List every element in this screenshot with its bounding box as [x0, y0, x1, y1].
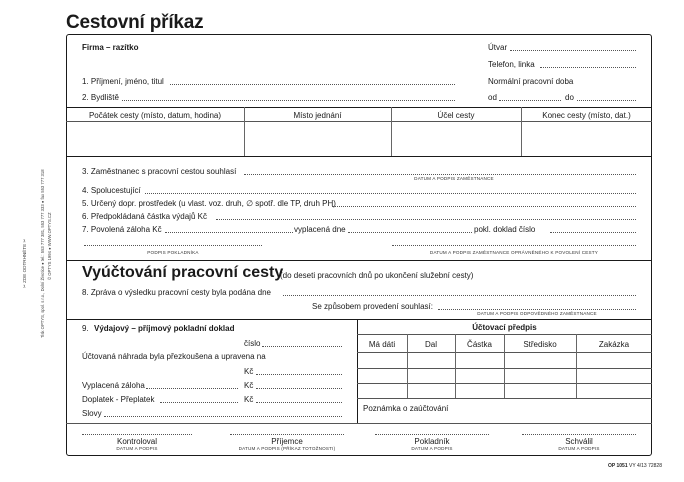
zpusob-caption: DATUM A PODPIS ODPOVĚDNÉHO ZAMĚSTNANCE	[477, 311, 597, 316]
kc-label-2: Kč	[244, 381, 254, 390]
predpis-title: Účtovací předpis	[472, 323, 537, 332]
pokladnik-sign-field-2[interactable]	[375, 434, 489, 435]
line8-field[interactable]	[283, 295, 636, 296]
schvalil-label: Schválil	[565, 437, 593, 446]
predpis-col-header: Má dáti	[368, 340, 396, 349]
opravneny-caption: DATUM A PODPIS ZAMĚSTNANCE OPRÁVNĚNÉHO K POVOLENÍ CESTY	[429, 250, 599, 255]
vyplacena-zaloha-label: Vyplacená záloha	[82, 381, 145, 390]
trip-table-top	[66, 107, 652, 108]
do-label: do	[565, 93, 574, 102]
signatures-divider	[66, 423, 652, 424]
predpis-col-header: Částka	[467, 340, 492, 349]
predpis-col-header: Středisko	[523, 340, 557, 349]
line3-signature-caption: DATUM A PODPIS ZAMĚSTNANCE	[414, 176, 494, 181]
doplatek-field[interactable]	[160, 402, 238, 403]
zpusob-field[interactable]	[438, 309, 636, 310]
pokladnik-label: Pokladník	[414, 437, 450, 446]
trip-col-header: Účel cesty	[437, 111, 475, 120]
vyuctovani-divider	[66, 260, 652, 261]
kc-label-1: Kč	[244, 367, 254, 376]
doklad-title: Výdajový – příjmový pokladní doklad	[94, 324, 235, 333]
nahrada-field[interactable]	[256, 374, 342, 375]
vyplacena-label: vyplacená dne	[294, 225, 346, 234]
trip-col-header: Počátek cesty (místo, datum, hodina)	[88, 111, 222, 120]
line4-label: 4. Spolucestující	[82, 186, 141, 195]
kc-label-3: Kč	[244, 395, 254, 404]
side-strip	[16, 140, 52, 340]
poznamka-label: Poznámka o zaúčtování	[363, 404, 449, 413]
kontroloval-caption: DATUM A PODPIS	[116, 446, 158, 451]
pokladnik-caption-2: DATUM A PODPIS	[411, 446, 453, 451]
vyuctovani-subtitle: (do deseti pracovních dnů po ukončení služební cesty)	[280, 271, 474, 280]
od-label: od	[488, 93, 497, 102]
prac-doba-label: Normální pracovní doba	[488, 77, 574, 86]
line5-field[interactable]	[332, 206, 636, 207]
trip-table-bottom	[66, 156, 652, 157]
vyuctovani-title: Vyúčtování pracovní cesty	[82, 264, 284, 281]
prijemce-sign-field[interactable]	[230, 434, 344, 435]
zaloha-field[interactable]	[165, 232, 293, 233]
pokladnik-caption: PODPIS POKLADNÍKA	[147, 250, 199, 255]
slovy-field[interactable]	[104, 416, 342, 417]
trip-table-header-line	[66, 121, 652, 122]
trip-col-header: Konec cesty (místo, dat.)	[542, 111, 631, 120]
utvar-field[interactable]	[510, 50, 636, 51]
form-title: Cestovní příkaz	[66, 12, 204, 33]
line5-label: 5. Určený dopr. prostředek (u vlast. voz. druh, ∅ spotř. dle TP, druh PH)	[82, 199, 336, 208]
name-field[interactable]	[170, 84, 455, 85]
zpusob-label: Se způsobem provedení souhlasí:	[312, 302, 433, 311]
line3-label: 3. Zaměstnanec s pracovní cestou souhlasí	[82, 167, 237, 176]
lower-block-top	[66, 319, 652, 320]
kontroloval-sign-field[interactable]	[82, 434, 192, 435]
line8-label: 8. Zpráva o výsledku pracovní cesty byla podána dne	[82, 288, 271, 297]
slovy-label: Slovy	[82, 409, 102, 418]
form-code	[608, 463, 662, 469]
nahrada-label: Účtovaná náhrada byla přezkoušena a upravena na	[82, 352, 266, 361]
vyplacena-field[interactable]	[348, 232, 472, 233]
utvar-label: Útvar	[488, 43, 508, 52]
cislo-field[interactable]	[262, 346, 342, 347]
line2-label: 2. Bydliště	[82, 93, 119, 102]
pokl-doklad-field[interactable]	[550, 232, 636, 233]
line7-label: 7. Povolená záloha Kč	[82, 225, 162, 234]
od-field[interactable]	[499, 100, 561, 101]
predpis-col-header: Zakázka	[598, 340, 630, 349]
pokladnik-sign-field[interactable]	[84, 245, 262, 246]
form-code-number: OP 1051	[607, 463, 628, 469]
schvalil-caption: DATUM A PODPIS	[558, 446, 600, 451]
vyplacena-kc-field[interactable]	[256, 388, 342, 389]
opravneny-sign-field[interactable]	[392, 245, 636, 246]
firma-label: Firma – razítko	[82, 43, 139, 52]
cut-here-label: ✂ ZDE ODTRHNĚTE ✂	[22, 238, 27, 288]
prijemce-caption: DATUM A PODPIS (PŘÍKAZ TOTOŽNOSTI)	[238, 446, 336, 451]
line4-field[interactable]	[145, 193, 636, 194]
doklad-number: 9.	[82, 324, 89, 333]
cislo-label: číslo	[244, 339, 261, 348]
doplatek-kc-field[interactable]	[256, 402, 342, 403]
kontroloval-label: Kontroloval	[116, 437, 158, 446]
predpis-line	[357, 398, 652, 399]
predpis-col-header: Dal	[424, 340, 437, 349]
vyplacena-zaloha-field[interactable]	[146, 388, 238, 389]
schvalil-sign-field[interactable]	[522, 434, 636, 435]
telefon-field[interactable]	[540, 67, 636, 68]
prijemce-label: Příjemce	[271, 437, 303, 446]
printer-copyright: © OPTYS 1994 ● WWW.OPTYS.CZ	[47, 212, 52, 280]
doplatek-label: Doplatek - Přeplatek	[82, 395, 155, 404]
address-field[interactable]	[122, 100, 455, 101]
line3-field[interactable]	[244, 174, 636, 175]
telefon-label: Telefon, linka	[488, 60, 535, 69]
do-field[interactable]	[577, 100, 636, 101]
line6-field[interactable]	[216, 219, 636, 220]
pokl-doklad-label: pokl. doklad číslo	[474, 225, 536, 234]
form-version: VY 4/13 72828	[629, 463, 662, 469]
line6-label: 6. Předpokládaná částka výdajů Kč	[82, 212, 207, 221]
line1-label: 1. Příjmení, jméno, titul	[82, 77, 164, 86]
trip-col-header: Místo jednání	[293, 111, 342, 120]
printer-info: Tisk OPTYS, spol. s r.o., Dolní Životice ● tel.: 553 777 381, 553 777 333 ● fax 553 777 318	[40, 169, 45, 338]
